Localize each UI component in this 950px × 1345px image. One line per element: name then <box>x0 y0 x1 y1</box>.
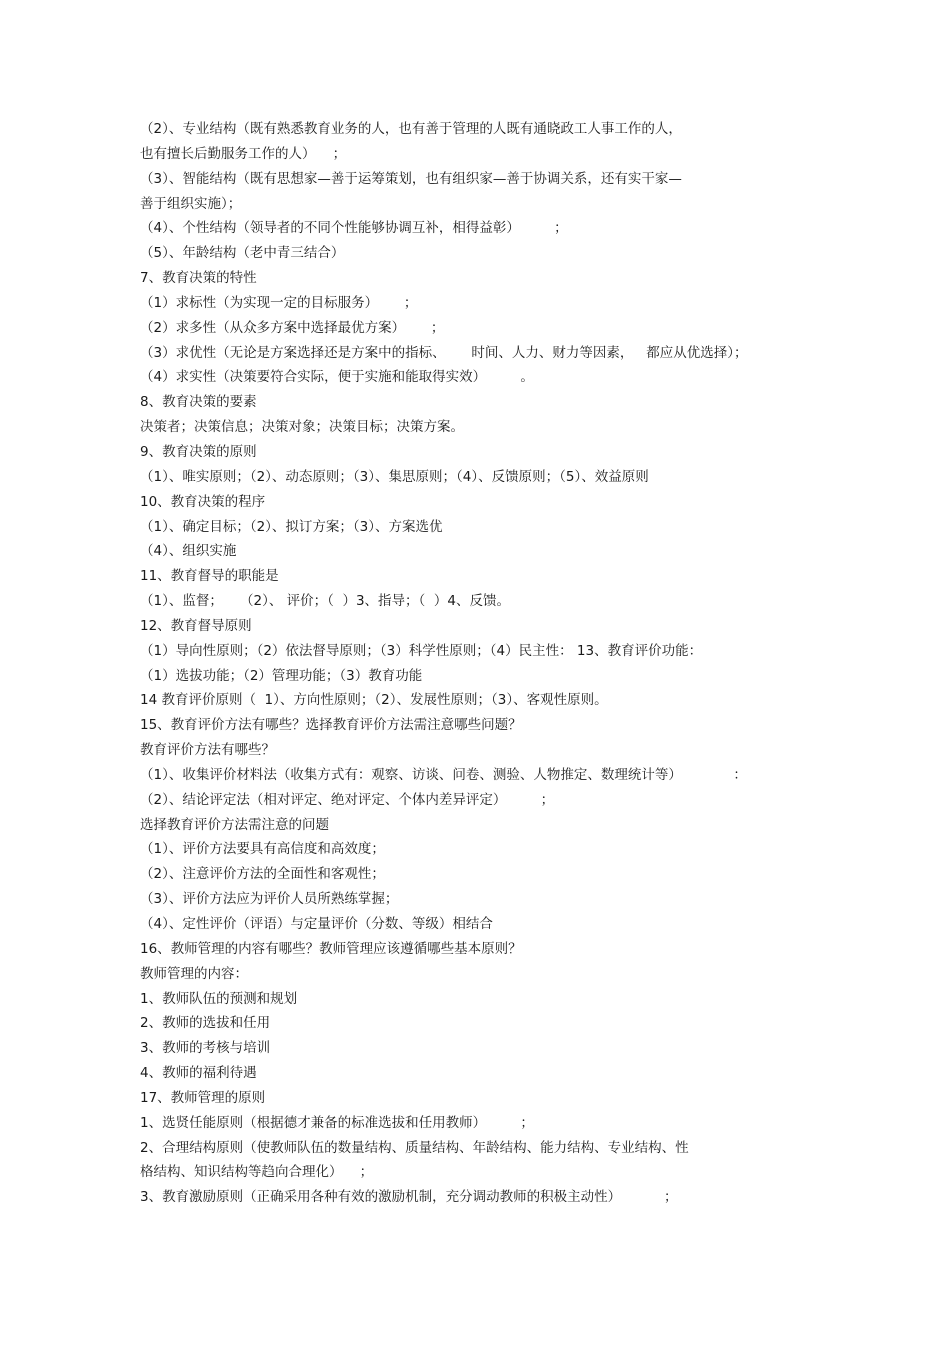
text-line: （2）、结论评定法（相对评定、绝对评定、个体内差异评定） ； <box>140 791 555 808</box>
text-line: 善于组织实施）； <box>140 195 242 212</box>
text-line: （1）、收集评价材料法（收集方式有：观察、访谈、问卷、测验、人物推定、数理统计等） ： <box>140 766 747 783</box>
text-line: （4）、组织实施 <box>140 543 237 560</box>
text-line: （1）选拔功能；（2）管理功能；（3）教育功能 <box>140 667 423 684</box>
text-line: （4）求实性（决策要符合实际，便于实施和能取得实效） 。 <box>140 369 534 386</box>
section-heading: 11、教育督导的职能是 <box>140 568 279 585</box>
text-line: （2）求多性（从众多方案中选择最优方案） ； <box>140 319 445 336</box>
section-heading: 8、教育决策的要素 <box>140 394 257 411</box>
text-line: 4、教师的福利待遇 <box>140 1065 257 1082</box>
text-line: （1）导向性原则；（2）依法督导原则；（3）科学性原则；（4）民主性： 13、教育评价功能： <box>140 642 703 659</box>
text-line: （2）、专业结构（既有熟悉教育业务的人，也有善于管理的人既有通晓政工人事工作的人， <box>140 121 682 137</box>
text-line: 也有擅长后勤服务工作的人） ； <box>140 145 347 162</box>
text-line: （1）、确定目标；（2）、拟订方案；（3）、方案选优 <box>140 518 443 535</box>
text-line: 格结构、知识结构等趋向合理化） ； <box>140 1164 374 1181</box>
text-line: （5）、年龄结构（老中青三结合） <box>140 245 345 262</box>
text-line: 教育评价方法有哪些？ <box>140 742 275 759</box>
text-line: （1）、评价方法要具有高信度和高效度； <box>140 841 385 858</box>
text-line: （1）求标性（为实现一定的目标服务） ； <box>140 294 418 311</box>
text-line: （4）、个性结构（领导者的不同个性能够协调互补，相得益彰） ； <box>140 220 568 237</box>
text-line: 2、合理结构原则（使教师队伍的数量结构、质量结构、年龄结构、能力结构、专业结构、性 <box>140 1139 689 1156</box>
section-heading: 9、教育决策的原则 <box>140 443 257 460</box>
section-heading: 15、教育评价方法有哪些？选择教育评价方法需注意哪些问题？ <box>140 717 522 734</box>
text-line: （1）、唯实原则；（2）、动态原则；（3）、集思原则；（4）、反馈原则；（5）、效益原则 <box>140 468 649 485</box>
text-line: 1、选贤任能原则（根据德才兼备的标准选拔和任用教师） ； <box>140 1114 534 1131</box>
text-line: （1）、监督； （2）、 评价；（ ）3、指导；（ ）4、反馈。 <box>140 593 510 610</box>
text-line: （4）、定性评价（评语）与定量评价（分数、等级）相结合 <box>140 916 493 932</box>
text-line: 教师管理的内容： <box>140 965 248 982</box>
document-body <box>140 117 830 1210</box>
text-line: （3）、评价方法应为评价人员所熟练掌握； <box>140 891 399 908</box>
text-line: 决策者；决策信息；决策对象；决策目标；决策方案。 <box>140 419 464 436</box>
section-heading: 16、教师管理的内容有哪些？教师管理应该遵循哪些基本原则？ <box>140 940 522 957</box>
text-line: 14 教育评价原则（ 1）、方向性原则；（2）、发展性原则；（3）、客观性原则。 <box>140 692 608 709</box>
text-line: 选择教育评价方法需注意的问题 <box>140 816 329 833</box>
section-heading: 12、教育督导原则 <box>140 617 252 634</box>
text-line: 2、教师的选拔和任用 <box>140 1015 271 1032</box>
text-line: 3、教育激励原则（正确采用各种有效的激励机制，充分调动教师的积极主动性） ； <box>140 1189 678 1206</box>
section-heading: 10、教育决策的程序 <box>140 493 266 510</box>
section-heading: 7、教育决策的特性 <box>140 270 257 287</box>
text-line: （3）求优性（无论是方案选择还是方案中的指标、 时间、人力、财力等因素， 都应从优选择）； <box>140 344 748 361</box>
text-line: （3）、智能结构（既有思想家—善于运筹策划，也有组织家—善于协调关系，还有实干家— <box>140 170 682 187</box>
section-heading: 17、教师管理的原则 <box>140 1089 266 1106</box>
text-line: 1、教师队伍的预测和规划 <box>140 990 298 1007</box>
text-line: 3、教师的考核与培训 <box>140 1040 271 1057</box>
text-line: （2）、注意评价方法的全面性和客观性； <box>140 866 385 883</box>
